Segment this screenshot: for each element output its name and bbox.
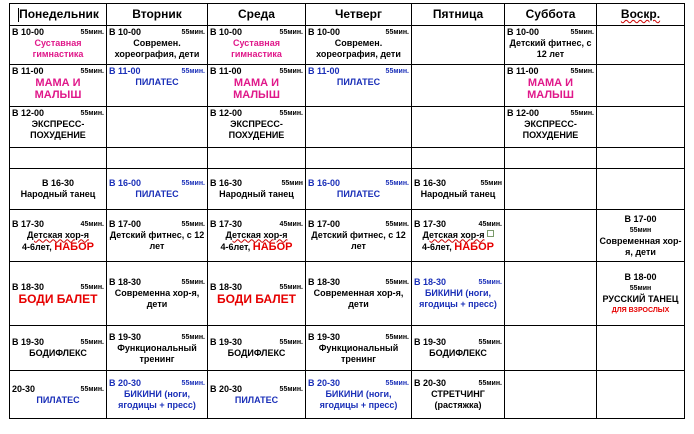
class-cell[interactable]: В 20-30 55мин. БИКИНИ (ноги, ягодицы + пресс) xyxy=(306,371,412,419)
class-name: ПИЛАТЕС xyxy=(336,77,381,87)
class-name: ЭКСПРЕСС-ПОХУДЕНИЕ xyxy=(522,119,579,140)
class-name: Современная хор-я, дети xyxy=(313,288,404,309)
class-name: Суставная гимнастика xyxy=(32,38,84,59)
class-name: МАМА И МАЛЫШ xyxy=(34,77,82,101)
class-name: Функциональный тренинг xyxy=(318,342,399,364)
empty-cell[interactable] xyxy=(505,262,597,326)
table-row-empty xyxy=(10,148,685,169)
class-cell[interactable]: В 10-00 55мин. Детский фитнес, с 12 лет xyxy=(505,26,597,65)
class-cell[interactable]: В 20-30 55мин. СТРЕТЧИНГ (растяжка) xyxy=(412,371,505,419)
class-name: СТРЕТЧИНГ (растяжка) xyxy=(431,389,485,410)
class-name: БИКИНИ (ноги, ягодицы + пресс) xyxy=(419,288,497,309)
class-name: БОДИФЛЕКС xyxy=(227,348,286,358)
table-row xyxy=(10,169,685,210)
class-cell[interactable]: В 10-00 55мин. Суставная гимнастика xyxy=(208,26,306,65)
empty-cell[interactable] xyxy=(412,148,505,169)
empty-cell[interactable] xyxy=(597,107,685,148)
class-cell[interactable]: В 17-00 55мин. Детский фитнес, с 12 лет xyxy=(107,210,208,262)
day-header-sat[interactable]: Суббота xyxy=(505,4,597,26)
class-name: Суставная гимнастика xyxy=(231,38,282,59)
empty-cell[interactable] xyxy=(10,148,107,169)
class-cell[interactable]: В 18-00 55мин РУССКИЙ ТАНЕЦ ДЛЯ ВЗРОСЛЫХ xyxy=(597,262,685,326)
class-name: Народный танец xyxy=(20,189,96,199)
class-cell[interactable]: В 18-30 55мин. БИКИНИ (ноги, ягодицы + пресс) xyxy=(412,262,505,326)
class-cell[interactable]: В 10-00 55мин. Современ. хореография, дети xyxy=(306,26,412,65)
day-header-fri[interactable]: Пятница xyxy=(412,4,505,26)
class-cell[interactable]: В 19-30 55мин. Функциональный тренинг xyxy=(107,326,208,371)
table-row xyxy=(10,210,685,262)
class-cell[interactable]: В 11-00 55мин. ПИЛАТЕС xyxy=(306,65,412,107)
class-name: БОДИ БАЛЕТ xyxy=(216,291,297,306)
class-name: ПИЛАТЕС xyxy=(135,189,179,199)
class-name: Современ. хореография, дети xyxy=(316,38,401,59)
class-cell[interactable]: В 11-00 55мин. ПИЛАТЕС xyxy=(107,65,208,107)
table-row xyxy=(10,26,685,65)
empty-cell[interactable] xyxy=(505,210,597,262)
class-cell[interactable]: В 17-30 45мин. Детская хор-я 4-6лет, НАБОР xyxy=(10,210,107,262)
class-cell[interactable]: В 16-30 Народный танец xyxy=(10,169,107,210)
empty-cell[interactable] xyxy=(597,65,685,107)
class-name: МАМА И МАЛЫШ xyxy=(233,77,280,101)
class-cell[interactable]: В 11-00 55мин. МАМА И МАЛЫШ xyxy=(208,65,306,107)
resize-handle-icon xyxy=(487,230,494,237)
empty-cell[interactable] xyxy=(412,107,505,148)
schedule-sheet xyxy=(9,3,685,419)
day-header-tue[interactable]: Вторник xyxy=(107,4,208,26)
empty-cell[interactable] xyxy=(505,169,597,210)
table-row xyxy=(10,65,685,107)
enrollment-badge: НАБОР xyxy=(454,240,494,253)
class-cell[interactable]: В 16-30 55мин Народный танец xyxy=(208,169,306,210)
class-name: ПИЛАТЕС xyxy=(336,189,381,199)
table-row xyxy=(10,326,685,371)
empty-cell[interactable] xyxy=(597,169,685,210)
class-cell[interactable]: В 18-30 55мин. БОДИ БАЛЕТ xyxy=(10,262,107,326)
day-header-mon[interactable]: Понедельник xyxy=(10,4,107,26)
class-cell[interactable]: В 19-30 55мин. БОДИФЛЕКС xyxy=(10,326,107,371)
class-name: Современна хор-я, дети xyxy=(114,288,200,309)
class-cell[interactable]: В 16-30 55мин Народный танец xyxy=(412,169,505,210)
class-name: Современ. хореография, дети xyxy=(114,38,200,59)
empty-cell[interactable] xyxy=(107,107,208,148)
class-name: Народный танец xyxy=(219,189,294,199)
empty-cell[interactable] xyxy=(597,326,685,371)
class-cell[interactable]: В 18-30 55мин. Современная хор-я, дети xyxy=(306,262,412,326)
table-row xyxy=(10,107,685,148)
empty-cell[interactable] xyxy=(306,148,412,169)
class-cell[interactable]: В 20-30 55мин. БИКИНИ (ноги, ягодицы + пресс) xyxy=(107,371,208,419)
class-cell[interactable]: В 12-00 55мин. ЭКСПРЕСС-ПОХУДЕНИЕ xyxy=(208,107,306,148)
class-name: БОДИ БАЛЕТ xyxy=(18,291,98,306)
header-row xyxy=(10,4,685,26)
class-name: БОДИФЛЕКС xyxy=(429,348,487,358)
empty-cell[interactable] xyxy=(505,148,597,169)
table-row xyxy=(10,262,685,326)
class-cell[interactable]: В 17-30 45мин. Детская хор-я 4-6лет, НАБОР xyxy=(208,210,306,262)
class-name: ЭКСПРЕСС-ПОХУДЕНИЕ xyxy=(30,119,86,140)
class-name: МАМА И МАЛЫШ xyxy=(527,77,574,101)
class-name: БОДИФЛЕКС xyxy=(29,348,87,358)
table-row xyxy=(10,371,685,419)
class-name: РУССКИЙ ТАНЕЦ xyxy=(602,293,679,304)
class-cell[interactable]: В 19-30 55мин. Функциональный тренинг xyxy=(306,326,412,371)
class-name: Функциональный тренинг xyxy=(117,342,197,364)
class-cell[interactable]: В 11-00 55мин. МАМА И МАЛЫШ xyxy=(10,65,107,107)
class-name: ЭКСПРЕСС-ПОХУДЕНИЕ xyxy=(228,119,285,140)
empty-cell[interactable] xyxy=(412,65,505,107)
class-cell[interactable]: В 19-30 55мин. БОДИФЛЕКС xyxy=(208,326,306,371)
day-header-wed[interactable]: Среда xyxy=(208,4,306,26)
empty-cell[interactable] xyxy=(597,26,685,65)
class-name: Современная хор-я, дети xyxy=(599,235,682,257)
empty-cell[interactable] xyxy=(107,148,208,169)
day-header-thu[interactable]: Четверг xyxy=(306,4,412,26)
class-cell[interactable]: В 12-00 55мин. ЭКСПРЕСС-ПОХУДЕНИЕ xyxy=(10,107,107,148)
schedule-table xyxy=(9,3,685,419)
class-cell[interactable]: В 11-00 55мин. МАМА И МАЛЫШ xyxy=(505,65,597,107)
audience-badge: ДЛЯ ВЗРОСЛЫХ xyxy=(611,306,670,314)
empty-cell[interactable] xyxy=(208,148,306,169)
class-cell[interactable]: 20-30 55мин. ПИЛАТЕС xyxy=(10,371,107,419)
class-name: ПИЛАТЕС xyxy=(36,394,80,405)
class-cell[interactable]: В 19-30 55мин. БОДИФЛЕКС xyxy=(412,326,505,371)
enrollment-badge: НАБОР xyxy=(252,240,293,253)
class-cell[interactable]: В 10-00 55мин. Суставная гимнастика xyxy=(10,26,107,65)
empty-cell[interactable] xyxy=(597,371,685,419)
empty-cell[interactable] xyxy=(505,326,597,371)
class-name: Детский фитнес, с 12 лет xyxy=(311,230,406,251)
empty-cell[interactable] xyxy=(306,107,412,148)
class-cell[interactable]: В 16-00 55мин. ПИЛАТЕС xyxy=(107,169,208,210)
class-cell[interactable]: В 12-00 55мин. ЭКСПРЕСС-ПОХУДЕНИЕ xyxy=(505,107,597,148)
class-cell[interactable]: В 20-30 55мин. ПИЛАТЕС xyxy=(208,371,306,419)
empty-cell[interactable] xyxy=(597,148,685,169)
class-name: ПИЛАТЕС xyxy=(234,394,279,405)
empty-cell[interactable] xyxy=(505,371,597,419)
class-cell[interactable]: В 18-30 55мин. Современна хор-я, дети xyxy=(107,262,208,326)
class-name: БИКИНИ (ноги, ягодицы + пресс) xyxy=(118,389,196,410)
class-name: Детский фитнес, с 12 лет xyxy=(509,38,592,59)
empty-cell[interactable] xyxy=(412,26,505,65)
class-cell[interactable]: В 18-30 55мин. БОДИ БАЛЕТ xyxy=(208,262,306,326)
class-name: Народный танец xyxy=(420,189,496,199)
day-header-sun[interactable]: Воскр. xyxy=(597,4,685,26)
class-cell[interactable]: В 17-30 45мин. Детская хор-я 4-6лет, НАБОР xyxy=(412,210,505,262)
class-name: БИКИНИ (ноги, ягодицы + пресс) xyxy=(319,389,398,410)
class-cell[interactable]: В 17-00 55мин Современная хор-я, дети xyxy=(597,210,685,262)
class-cell[interactable]: В 17-00 55мин. Детский фитнес, с 12 лет xyxy=(306,210,412,262)
class-cell[interactable]: В 16-00 55мин. ПИЛАТЕС xyxy=(306,169,412,210)
enrollment-badge: НАБОР xyxy=(54,240,94,253)
class-name: ПИЛАТЕС xyxy=(135,77,179,87)
class-name: Детский фитнес, с 12 лет xyxy=(109,230,205,251)
class-cell[interactable]: В 10-00 55мин. Современ. хореография, дети xyxy=(107,26,208,65)
